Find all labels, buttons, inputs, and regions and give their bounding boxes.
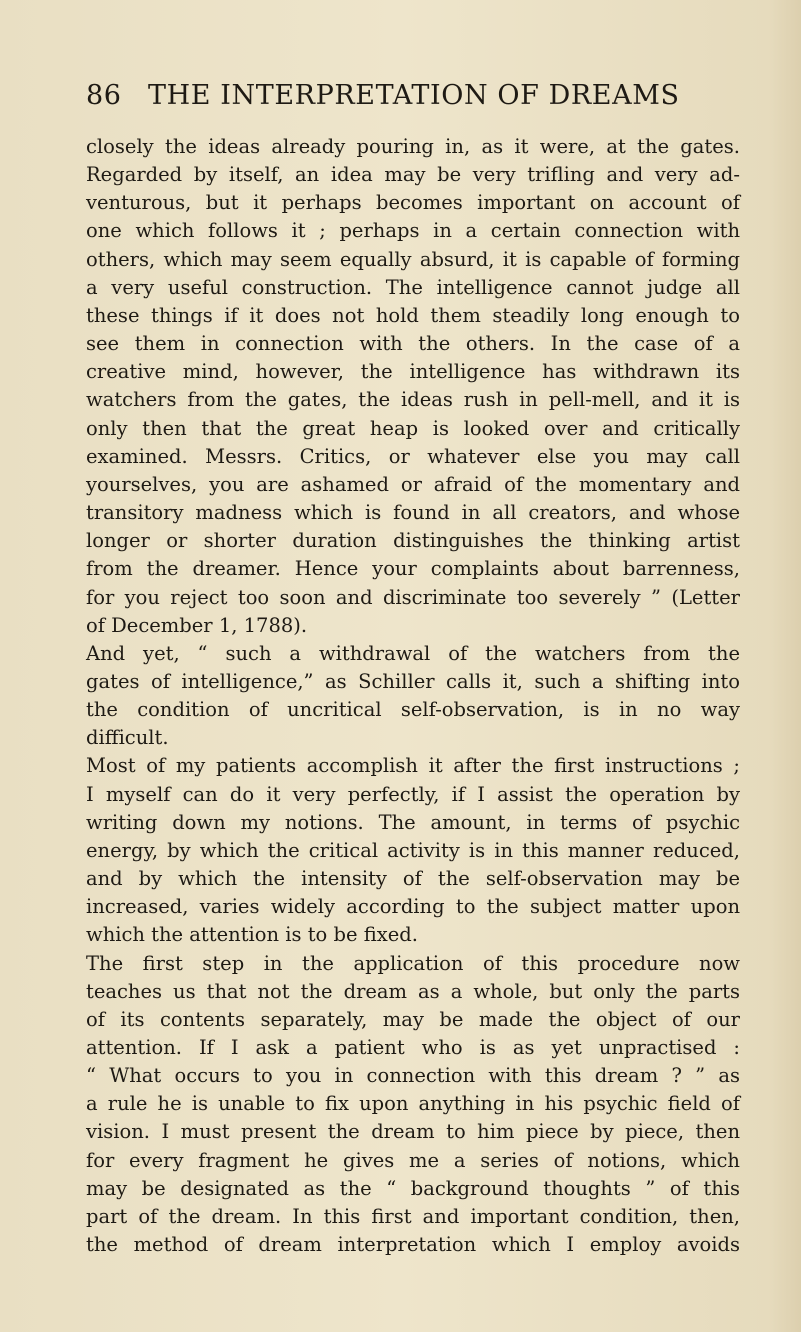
running-title: THE INTERPRETATION OF DREAMS: [148, 80, 680, 111]
text-line: vision. I must present the dream to him piece by piece, then: [86, 1120, 740, 1144]
text-line: writing down my notions. The amount, in terms of psychic: [86, 810, 740, 834]
text-line: longer or shorter duration distinguishes the thinking artist: [86, 529, 740, 553]
text-line: yourselves, you are ashamed or afraid of the momentary and: [86, 472, 740, 496]
text-line: for you reject too soon and discriminate too severely ” (Letter: [86, 585, 740, 609]
text-line: examined. Messrs. Critics, or whatever else you may call: [86, 444, 740, 468]
body-text: [86, 133, 740, 1259]
text-line: And yet, “ such a withdrawal of the watchers from the: [86, 641, 740, 665]
text-line: attention. If I ask a patient who is as yet unpractised :: [86, 1036, 740, 1059]
text-line: for every fragment he gives me a series of notions, which: [86, 1148, 740, 1172]
text-line: The first step in the application of this procedure now: [86, 951, 740, 975]
text-line: and by which the intensity of the self-observation may be: [86, 867, 740, 891]
text-line: the condition of uncritical self-observation, is in no way: [86, 698, 740, 722]
text-line: increased, varies widely according to the subject matter upon: [86, 895, 740, 919]
text-line: teaches us that not the dream as a whole, but only the parts: [86, 979, 740, 1003]
text-line: of December 1, 1788).: [86, 613, 308, 637]
text-line: part of the dream. In this first and important condition, then,: [86, 1204, 740, 1228]
text-line: gates of intelligence,” as Schiller calls it, such a shifting into: [86, 669, 740, 693]
text-line: venturous, but it perhaps becomes important on account of: [86, 191, 740, 215]
text-line: Regarded by itself, an idea may be very trifling and very ad-: [86, 163, 740, 187]
text-line: a rule he is unable to fix upon anything in his psychic field of: [86, 1092, 740, 1116]
text-line: I myself can do it very perfectly, if I assist the operation by: [86, 782, 740, 806]
text-line: creative mind, however, the intelligence has withdrawn its: [86, 360, 740, 384]
text-line: transitory madness which is found in all creators, and whose: [86, 501, 740, 525]
text-line: from the dreamer. Hence your complaints about barrenness,: [86, 557, 740, 581]
text-line: one which follows it ; perhaps in a certain connection with: [86, 219, 740, 243]
text-line: of its contents separately, may be made the object of our: [86, 1007, 740, 1031]
text-line: closely the ideas already pouring in, as it were, at the gates.: [86, 135, 740, 158]
text-line: a very useful construction. The intelligence cannot judge all: [86, 275, 740, 299]
text-line: see them in connection with the others. In the case of a: [86, 332, 740, 356]
text-line: the method of dream interpretation which I employ avoids: [86, 1233, 740, 1257]
text-line: “ What occurs to you in connection with this dream ? ” as: [86, 1064, 740, 1088]
text-line: these things if it does not hold them steadily long enough to: [86, 303, 740, 327]
page-number: 86: [86, 80, 122, 111]
text-line: may be designated as the “ background thoughts ” of this: [86, 1176, 740, 1200]
text-line: Most of my patients accomplish it after the first instructions ;: [86, 754, 740, 778]
text-line: only then that the great heap is looked over and critically: [86, 416, 740, 440]
text-line: which the attention is to be fixed.: [86, 923, 418, 947]
running-header: [86, 80, 746, 120]
text-line: difficult.: [86, 726, 169, 750]
text-line: others, which may seem equally absurd, it is capable of forming: [86, 247, 740, 271]
text-line: energy, by which the critical activity is in this manner reduced,: [86, 838, 740, 862]
text-line: watchers from the gates, the ideas rush in pell-mell, and it is: [86, 388, 740, 412]
